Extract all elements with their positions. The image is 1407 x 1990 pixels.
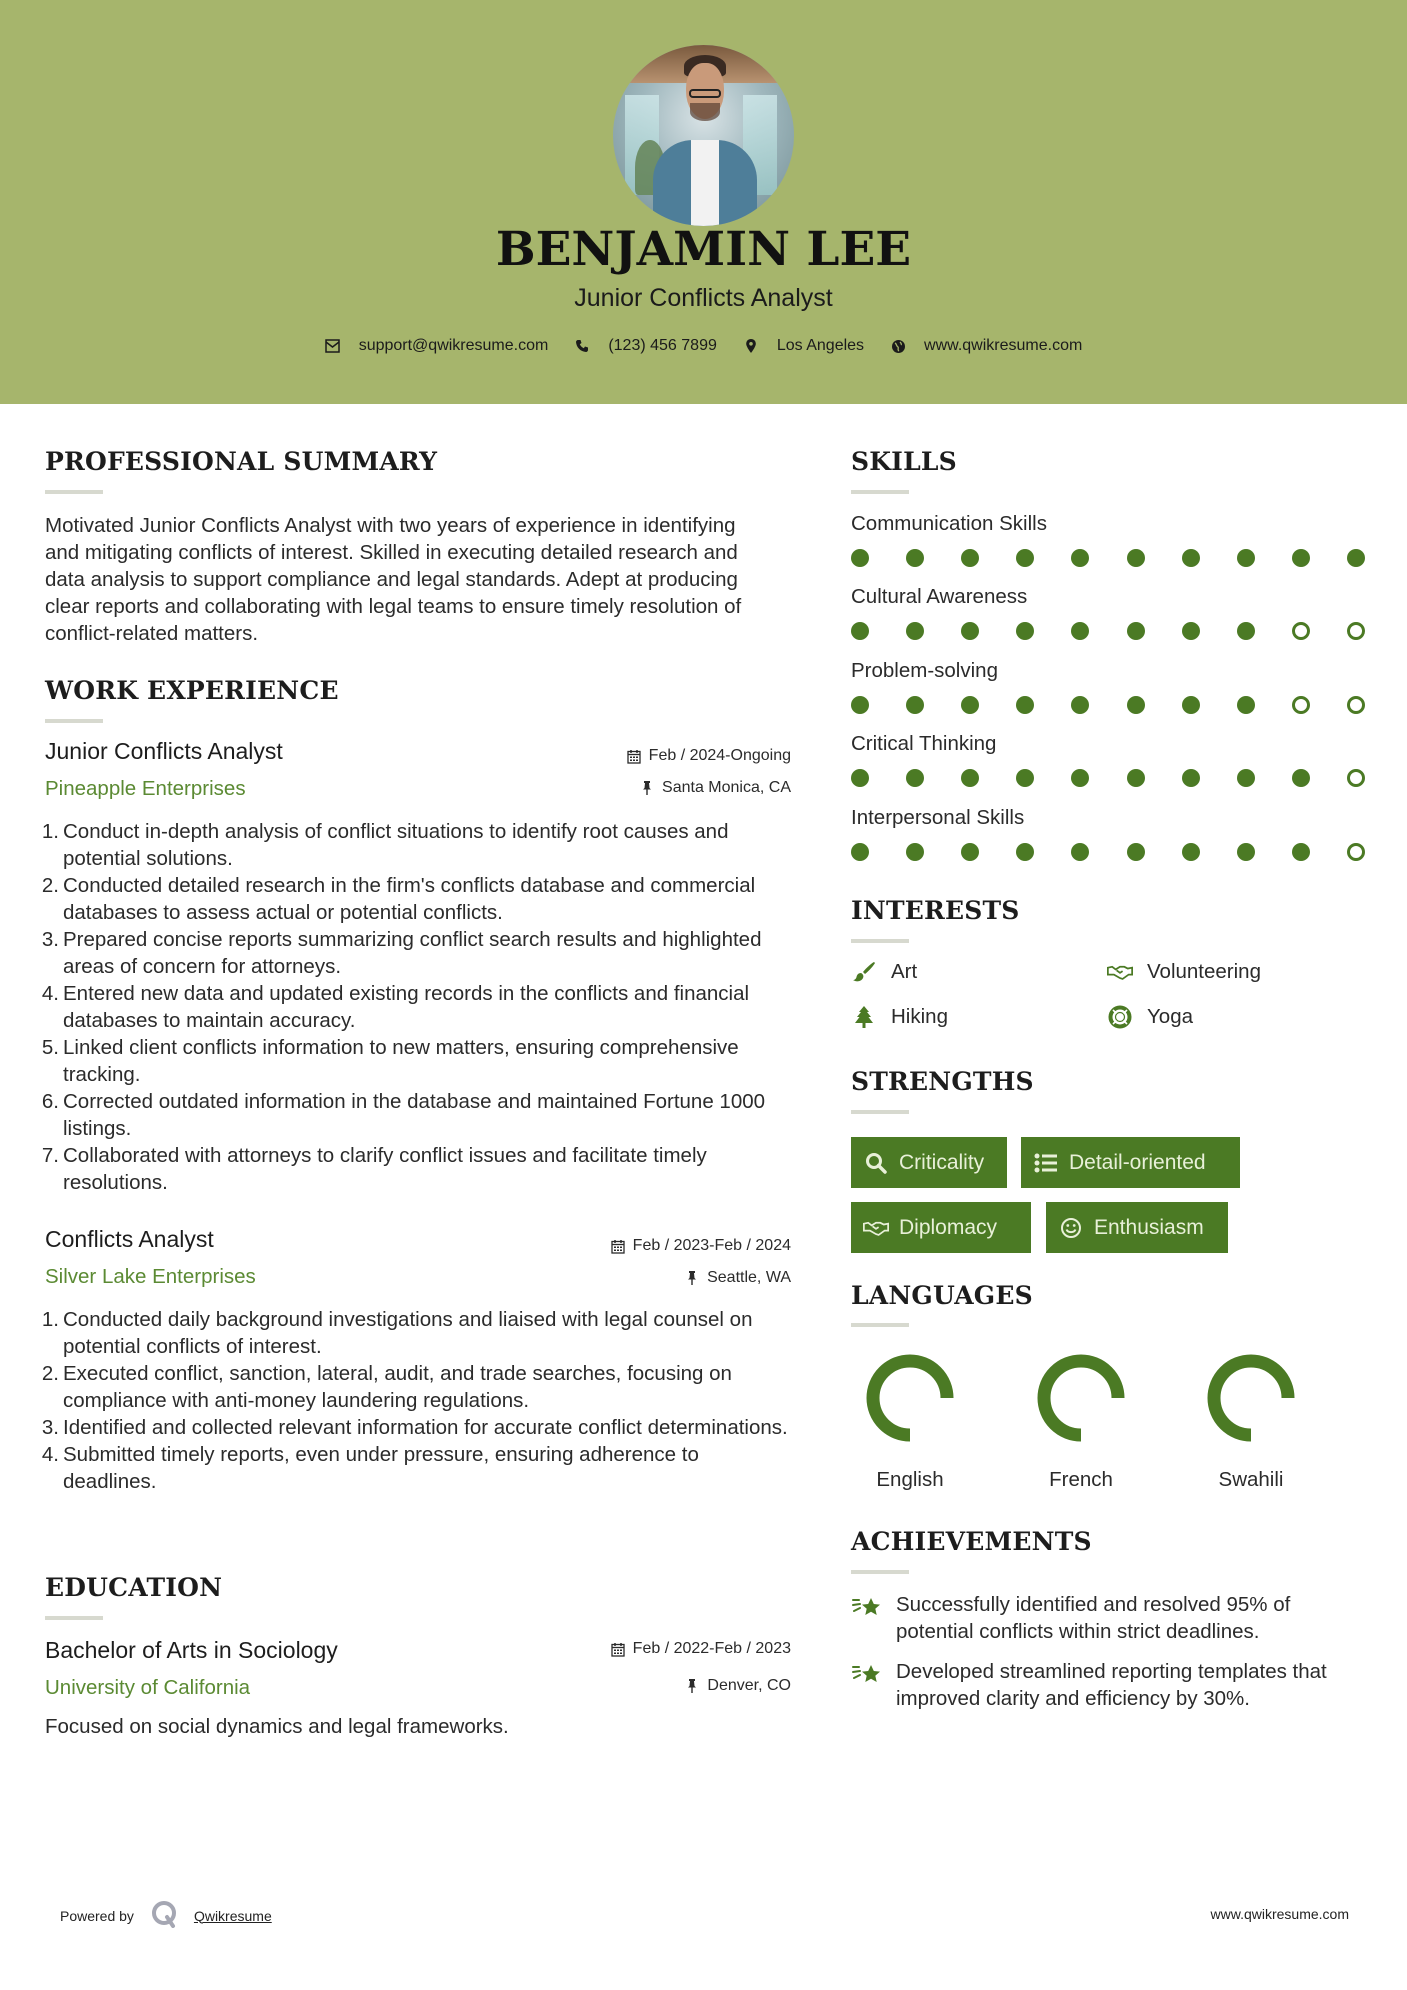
section-title-skills: SKILLS (851, 447, 957, 476)
shooting-star-icon (851, 1592, 883, 1622)
rating-dot-empty (1347, 696, 1365, 714)
list-item: 4. Submitted timely reports, even under pressure, ensuring adherence to deadlines. (41, 1443, 699, 1493)
rating-dot-filled (1127, 622, 1145, 640)
section-title-summary: PROFESSIONAL SUMMARY (45, 447, 438, 476)
achievement-item: Developed streamlined reporting templates that improved clarity and efficiency by 30%. (851, 1658, 1371, 1712)
section-underline (851, 1110, 909, 1114)
phone-icon (574, 338, 590, 354)
handshake-icon (1107, 960, 1133, 984)
strength-chip-criticality: Criticality (851, 1137, 1007, 1188)
language-level-ring (864, 1352, 956, 1444)
section-underline (851, 490, 909, 494)
achievement-item: Successfully identified and resolved 95% of potential conflicts within strict deadlines. (851, 1591, 1371, 1645)
resume-header (0, 0, 1407, 404)
rating-dot-filled (961, 622, 979, 640)
rating-dot-filled (1016, 549, 1034, 567)
section-title-interests: INTERESTS (851, 896, 1020, 925)
section-underline (851, 1570, 909, 1574)
job-title: Conflicts Analyst (45, 1226, 214, 1252)
language-level-ring (1035, 1352, 1127, 1444)
rating-dot-filled (906, 696, 924, 714)
language-name: Swahili (1218, 1468, 1284, 1491)
list-item: 5. Linked client conflicts information to new matters, ensuring comprehensive tracking. (41, 1036, 739, 1086)
rating-dot-filled (1127, 696, 1145, 714)
rating-dot-filled (1071, 843, 1089, 861)
strength-chip-detail-oriented: Detail-oriented (1021, 1137, 1240, 1188)
language-level-ring (1205, 1352, 1297, 1444)
section-underline (45, 1616, 103, 1620)
skill-name: Interpersonal Skills (851, 806, 1025, 829)
rating-dot-filled (906, 769, 924, 787)
rating-dot-filled (1127, 843, 1145, 861)
rating-dot-filled (851, 549, 869, 567)
rating-dot-filled (961, 843, 979, 861)
skill-name: Critical Thinking (851, 732, 997, 755)
language-english (850, 1352, 970, 1492)
handshake-icon (863, 1216, 889, 1240)
rating-dot-filled (1071, 622, 1089, 640)
envelope-icon (325, 338, 341, 354)
section-title-strengths: STRENGTHS (851, 1067, 1034, 1096)
rating-dot-filled (1292, 843, 1310, 861)
interest-item-art: Art (851, 960, 917, 984)
section-underline (45, 490, 103, 494)
job-title: Junior Conflicts Analyst (45, 738, 283, 764)
strength-chip-diplomacy: Diplomacy (851, 1202, 1031, 1253)
rating-dot-filled (1292, 769, 1310, 787)
rating-dot-filled (1237, 769, 1255, 787)
rating-dot-empty (1292, 696, 1310, 714)
section-title-languages: LANGUAGES (851, 1281, 1033, 1310)
rating-dot-filled (1292, 549, 1310, 567)
contact-phone[interactable]: (123) 456 7899 (574, 337, 717, 355)
life-ring-icon (1107, 1005, 1133, 1029)
company-name: Pineapple Enterprises (45, 777, 246, 800)
calendar-icon (610, 1238, 626, 1254)
rating-dot-filled (851, 622, 869, 640)
contact-location: Los Angeles (743, 337, 864, 355)
contact-email[interactable]: support@qwikresume.com (325, 337, 549, 355)
job-dates: Feb / 2024-Ongoing (626, 747, 791, 765)
job-responsibilities (36, 1306, 796, 1495)
list-item: 6. Corrected outdated information in the database and maintained Fortune 1000 listings. (41, 1090, 766, 1140)
globe-icon (890, 338, 906, 354)
interest-item-hiking: Hiking (851, 1005, 948, 1029)
section-underline (45, 719, 103, 723)
rating-dot-filled (961, 696, 979, 714)
tree-icon (851, 1005, 877, 1029)
rating-dot-filled (1237, 843, 1255, 861)
skill-rating (851, 696, 1365, 716)
section-underline (851, 939, 909, 943)
summary-text: Motivated Junior Conflicts Analyst with two years of experience in identifying and mitigating conflicts of interest. Skilled in executing detailed research and data analysis to support compliance and legal standards. Adept at producing clear reports and collaborating with legal teams to ensure timely resolution of conflict-related matters. (45, 514, 742, 645)
rating-dot-filled (1127, 549, 1145, 567)
paintbrush-icon (851, 960, 877, 984)
rating-dot-filled (851, 843, 869, 861)
skill-name: Problem-solving (851, 659, 998, 682)
interest-item-volunteering: Volunteering (1107, 960, 1261, 984)
degree-title: Bachelor of Arts in Sociology (45, 1637, 338, 1663)
list-item: 7. Collaborated with attorneys to clarify conflict issues and facilitate timely resolutions. (41, 1144, 707, 1194)
rating-dot-filled (961, 549, 979, 567)
shooting-star-icon (851, 1659, 883, 1689)
list-item: 3. Identified and collected relevant information for accurate conflict determinations. (41, 1416, 788, 1439)
rating-dot-filled (906, 843, 924, 861)
rating-dot-filled (1182, 696, 1200, 714)
interest-item-yoga: Yoga (1107, 1005, 1193, 1029)
section-underline (851, 1323, 909, 1327)
rating-dot-filled (1071, 549, 1089, 567)
skill-name: Cultural Awareness (851, 585, 1028, 608)
education-dates: Feb / 2022-Feb / 2023 (610, 1640, 791, 1658)
skill-rating (851, 549, 1365, 569)
list-item: 1. Conduct in-depth analysis of conflict situations to identify root causes and potential solutions. (41, 820, 729, 870)
rating-dot-filled (1237, 549, 1255, 567)
pushpin-icon (684, 1678, 700, 1694)
candidate-name: BENJAMIN LEE (495, 222, 912, 277)
calendar-icon (610, 1641, 626, 1657)
rating-dot-filled (1016, 622, 1034, 640)
strength-chip-enthusiasm: Enthusiasm (1046, 1202, 1228, 1253)
section-title-education: EDUCATION (45, 1573, 223, 1602)
rating-dot-filled (1016, 696, 1034, 714)
language-name: English (876, 1468, 944, 1491)
rating-dot-filled (1182, 549, 1200, 567)
list-icon (1033, 1151, 1059, 1175)
rating-dot-filled (851, 769, 869, 787)
rating-dot-filled (1237, 622, 1255, 640)
pushpin-icon (639, 780, 655, 796)
school-name: University of California (45, 1676, 251, 1699)
contact-website[interactable]: www.qwikresume.com (890, 337, 1082, 355)
powered-by: Powered by Qwikresume (60, 1900, 272, 1931)
rating-dot-filled (1016, 843, 1034, 861)
company-name: Silver Lake Enterprises (45, 1265, 256, 1288)
qwikresume-logo-icon (150, 1900, 180, 1931)
calendar-icon (626, 748, 642, 764)
education-location: Denver, CO (684, 1677, 791, 1695)
education-description: Focused on social dynamics and legal frameworks. (45, 1715, 509, 1738)
rating-dot-filled (1182, 622, 1200, 640)
rating-dot-filled (906, 622, 924, 640)
rating-dot-empty (1347, 769, 1365, 787)
list-item: 1. Conducted daily background investigations and liaised with legal counsel on potential conflicts of interest. (41, 1308, 753, 1358)
skill-rating (851, 843, 1365, 863)
rating-dot-filled (1071, 696, 1089, 714)
section-title-achievements: ACHIEVEMENTS (851, 1527, 1092, 1556)
profile-photo (613, 45, 794, 226)
contact-bar (0, 337, 1407, 355)
language-swahili (1191, 1352, 1311, 1492)
list-item: 4. Entered new data and updated existing records in the conflicts and financial databases to maintain accuracy. (41, 982, 750, 1032)
pushpin-icon (684, 1270, 700, 1286)
job-dates: Feb / 2023-Feb / 2024 (610, 1237, 791, 1255)
skill-rating (851, 622, 1365, 642)
rating-dot-filled (1016, 769, 1034, 787)
map-pin-icon (743, 338, 759, 354)
rating-dot-filled (851, 696, 869, 714)
rating-dot-filled (1182, 769, 1200, 787)
rating-dot-filled (1071, 769, 1089, 787)
rating-dot-filled (1127, 769, 1145, 787)
smile-icon (1058, 1216, 1084, 1240)
rating-dot-empty (1347, 843, 1365, 861)
rating-dot-filled (1347, 549, 1365, 567)
rating-dot-empty (1347, 622, 1365, 640)
candidate-title: Junior Conflicts Analyst (574, 284, 833, 312)
section-title-experience: WORK EXPERIENCE (45, 676, 339, 705)
skill-name: Communication Skills (851, 512, 1047, 535)
rating-dot-filled (1237, 696, 1255, 714)
rating-dot-filled (1182, 843, 1200, 861)
search-icon (863, 1151, 889, 1175)
qwikresume-link[interactable]: Qwikresume (193, 1907, 272, 1924)
rating-dot-filled (906, 549, 924, 567)
list-item: 3. Prepared concise reports summarizing conflict search results and highlighted areas of concern for attorneys. (41, 928, 762, 978)
list-item: 2. Executed conflict, sanction, lateral, audit, and trade searches, focusing on compliance with anti-money laundering regulations. (41, 1362, 732, 1412)
job-location: Seattle, WA (684, 1269, 791, 1287)
skill-rating (851, 769, 1365, 789)
rating-dot-filled (961, 769, 979, 787)
rating-dot-empty (1292, 622, 1310, 640)
language-name: French (1049, 1468, 1113, 1491)
footer-website[interactable]: www.qwikresume.com (1210, 1906, 1349, 1922)
language-french (1021, 1352, 1141, 1492)
list-item: 2. Conducted detailed research in the firm's conflicts database and commercial databases to assess actual or potential conflicts. (41, 874, 756, 924)
job-responsibilities (36, 818, 796, 1196)
job-location: Santa Monica, CA (639, 779, 791, 797)
